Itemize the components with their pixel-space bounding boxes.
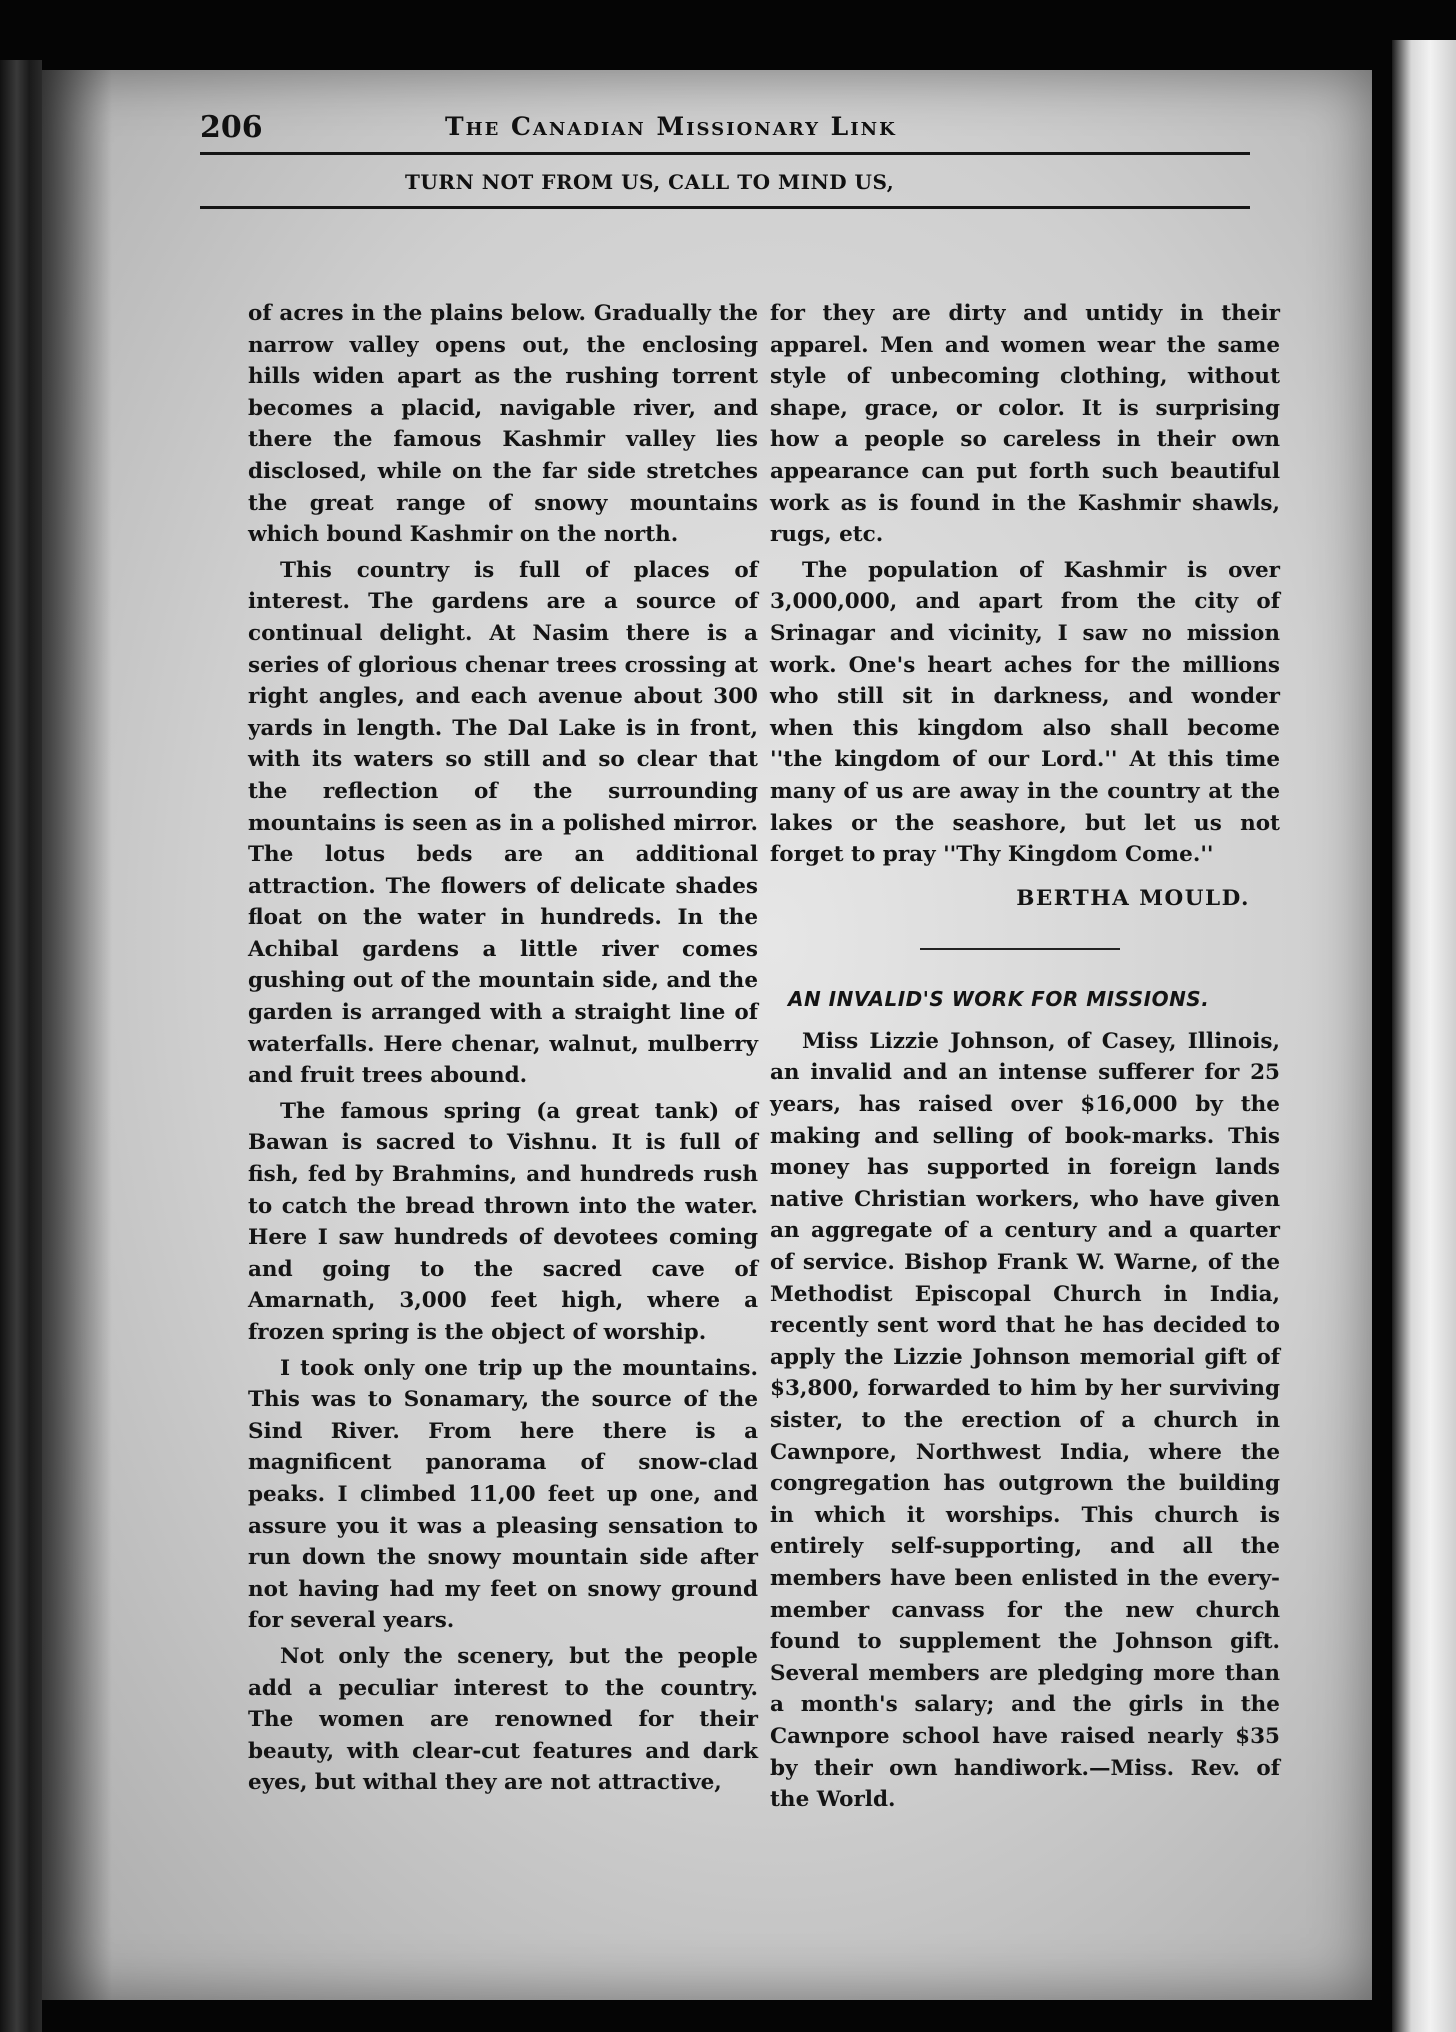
header-rule-bottom	[200, 206, 1250, 209]
running-title: The Canadian Missionary Link	[445, 112, 897, 141]
paragraph: Not only the scenery, but the people add a peculiar interest to the country. The women are renowned for their beauty, with clear-cut features and dark eyes, but withal they are not attractive,	[248, 1643, 758, 1796]
article-title: AN INVALID'S WORK FOR MISSIONS.	[788, 987, 1210, 1012]
paragraph: Miss Lizzie Johnson, of Casey, Illinois, an invalid and an intense sufferer for 25 years, has raised over $16,000 by the making and selling of book-marks. This money has supported in foreign lands native Christian workers, who have given an aggregate of a century and a quarter of service. Bishop Frank W. Warne, of the Methodist Episcopal Church in India, recently sent word that he has decided to apply the Lizzie Johnson memorial gift of $3,800, forwarded to him by her surviving sister, to the erection of a church in Cawnpore, Northwest India, where the congregation has outgrown the building in which it worships. This church is entirely self-supporting, and all the members have been enlisted in the every-member canvass for the new church found to supplement the Johnson gift. Several members are pledging more than a month's salary; and the girls in the Cawnpore school have raised nearly $35 by their own handiwork.—Miss. Rev. of the World.	[770, 1028, 1280, 1813]
paragraph: The population of Kashmir is over 3,000,000, and apart from the city of Srinagar and vicinity, I saw no mission work. One's heart aches for the millions who still sit in darkness, and wonder when this kingdom also shall become ''the kingdom of our Lord.'' At this time many of us are away in the country at the lakes or the seashore, but let us not forget to pray ''Thy Kingdom Come.''	[770, 557, 1280, 868]
header-rule-top	[200, 152, 1250, 155]
author-signature: BERTHA MOULD.	[1016, 885, 1250, 911]
adjacent-page-edge	[1392, 40, 1456, 2032]
paragraph: for they are dirty and untidy in their apparel. Men and women wear the same style of unbecoming clothing, without shape, grace, or color. It is surprising how a people so careless in their own appearance can put forth such beautiful work as is found in the Kashmir shawls, rugs, etc.	[770, 301, 1280, 548]
paragraph: I took only one trip up the mountains. This was to Sonamary, the source of the Sind River. From here there is a magnificent panorama of snow-clad peaks. I climbed 11,00 feet up one, and assure you it was a pleasing sensation to run down the snowy mountain side after not having had my feet on snowy ground for several years.	[248, 1355, 758, 1634]
motto: TURN NOT FROM US, CALL TO MIND US,	[405, 170, 895, 194]
article-separator	[920, 948, 1120, 950]
paragraph: of acres in the plains below. Gradually the narrow valley opens out, the enclosing hills widen apart as the rushing torrent becomes a placid, navigable river, and there the famous Kashmir valley lies disclosed, while on the far side stretches the great range of snowy mountains which bound Kashmir on the north.	[248, 301, 758, 548]
page-gutter-shadow	[42, 70, 112, 2000]
page-header	[200, 110, 1250, 230]
page-number: 206	[200, 110, 263, 145]
paragraph: The famous spring (a great tank) of Bawan is sacred to Vishnu. It is full of fish, fed by Brahmins, and hundreds rush to catch the bread thrown into the water. Here I saw hundreds of devotees coming and going to the sacred cave of Amarnath, 3,000 feet high, where a frozen spring is the object of worship.	[248, 1098, 758, 1345]
book-spine-edge	[0, 60, 42, 2032]
right-column	[770, 298, 1280, 1816]
paragraph: This country is full of places of interest. The gardens are a source of continual delight. At Nasim there is a series of glorious chenar trees crossing at right angles, and each avenue about 300 yards in length. The Dal Lake is in front, with its waters so still and so clear that the reflection of the surrounding mountains is seen as in a polished mirror. The lotus beds are an additional attraction. The flowers of delicate shades float on the water in hundreds. In the Achibal gardens a little river comes gushing out of the mountain side, and the garden is arranged with a straight line of waterfalls. Here chenar, walnut, mulberry and fruit trees abound.	[248, 557, 758, 1089]
left-column	[248, 298, 758, 1799]
